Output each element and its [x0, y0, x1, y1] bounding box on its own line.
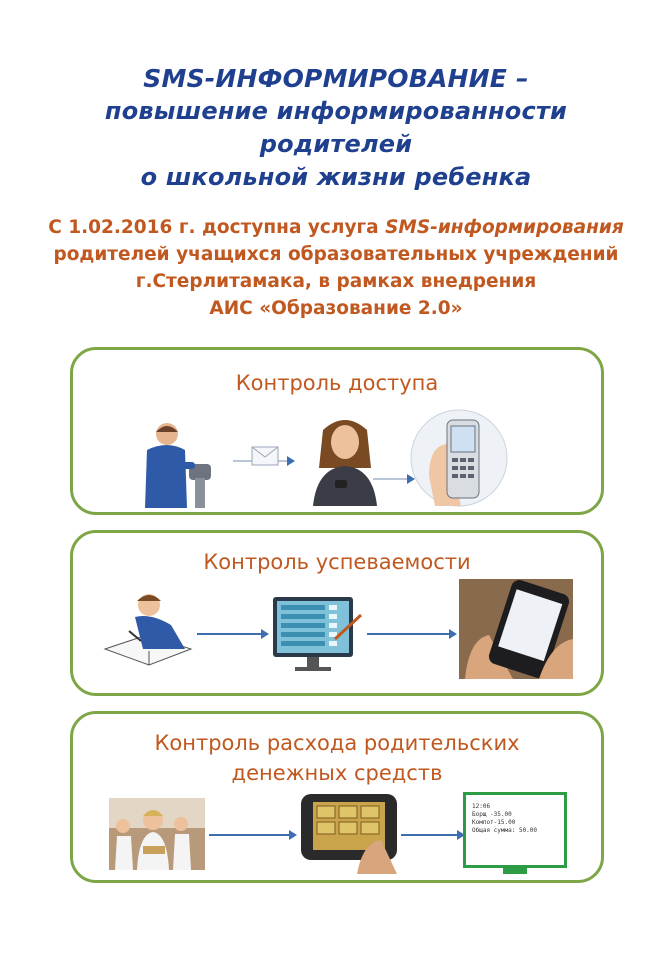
smartphone-illustration — [459, 579, 573, 679]
subtitle-line-1-emphasis: SMS-информирования — [385, 217, 624, 238]
subtitle-line-2: родителей учащихся образовательных учреждений — [53, 244, 619, 265]
title-line-2: повышение информированности — [104, 97, 568, 125]
receipt-line: Компот-15.00 — [472, 819, 516, 826]
panel-access-control-title: Контроль доступа — [235, 371, 439, 395]
panel-spending-control-title-line-1: Контроль расхода родительских — [154, 731, 520, 755]
flow-arrow — [209, 834, 295, 836]
subtitle-block — [0, 214, 672, 322]
title-line-4: о школьной жизни ребенка — [140, 163, 532, 191]
receipt-monitor-stand — [503, 868, 527, 874]
subtitle-line-1-text: С 1.02.2016 г. доступна услуга — [48, 217, 386, 238]
phone-sms-illustration — [409, 406, 509, 510]
header — [0, 62, 672, 194]
flow-arrow — [401, 834, 463, 836]
receipt-line: 12:06 — [472, 803, 491, 810]
envelope-icon — [251, 446, 279, 466]
main-title: SMS-ИНФОРМИРОВАНИЕ – — [143, 64, 529, 93]
flow-arrow — [367, 633, 455, 635]
receipt-monitor — [463, 792, 567, 868]
gradebook-monitor-illustration — [269, 595, 365, 675]
parent-with-phone-illustration — [305, 416, 385, 506]
student-writing-illustration — [101, 591, 197, 675]
panel-access-control — [70, 347, 604, 515]
panel-progress-control — [70, 530, 604, 696]
receipt-line: Борщ -35.00 — [472, 811, 512, 818]
panel-spending-control-title-line-2: денежных средств — [231, 761, 443, 785]
panel-spending-control — [70, 711, 604, 883]
title-line-3: родителей — [259, 130, 413, 158]
subtitle-line-3: г.Стерлитамака, в рамках внедрения — [135, 271, 537, 292]
panel-spending-control-title — [73, 728, 601, 788]
receipt-line: Общая сумма: 50.00 — [472, 827, 538, 834]
panel-progress-control-title: Контроль успеваемости — [203, 550, 471, 574]
payment-terminal-photo — [297, 790, 401, 874]
subtitle-line-4: АИС «Образование 2.0» — [209, 298, 463, 319]
canteen-students-photo — [109, 798, 205, 870]
student-turnstile-illustration — [137, 420, 227, 508]
flow-arrow — [373, 478, 413, 480]
subtitle-line-1 — [0, 214, 672, 241]
flow-arrow — [197, 633, 267, 635]
